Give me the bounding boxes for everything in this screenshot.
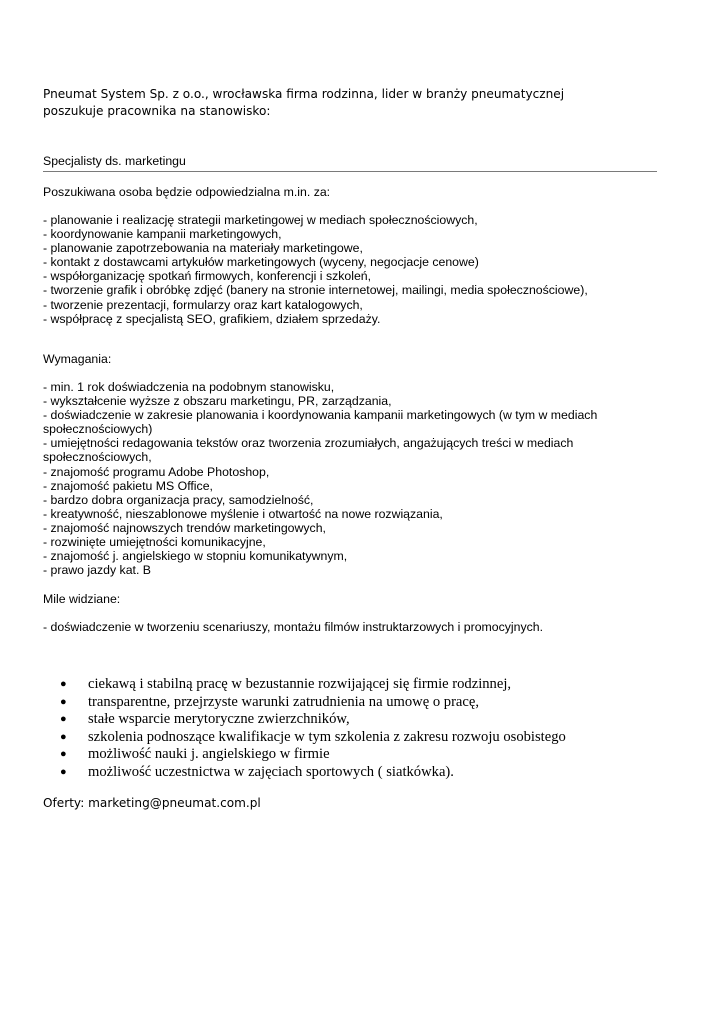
bullet-icon: ● — [60, 730, 67, 743]
bullet-icon: ● — [60, 748, 67, 761]
requirement-item: społecznościowych, — [43, 450, 152, 465]
intro-line-1: Pneumat System Sp. z o.o., wrocławska firma rodzinna, lider w branży pneumatycznej — [43, 87, 565, 101]
benefit-text: transparentne, przejrzyste warunki zatrudnienia na umowę o pracę, — [88, 693, 480, 710]
requirement-item: - wykształcenie wyższe z obszaru marketingu, PR, zarządzania, — [43, 394, 392, 409]
requirements-list — [43, 380, 597, 577]
benefit-text: możliwość nauki j. angielskiego w firmie — [88, 746, 330, 763]
benefit-item — [60, 711, 566, 729]
responsibility-item: - współorganizację spotkań firmowych, konferencji i szkoleń, — [43, 269, 372, 284]
responsibility-item: - kontakt z dostawcami artykułów marketingowych (wyceny, negocjacje cenowe) — [43, 255, 479, 270]
benefit-text: możliwość uczestnictwa w zajęciach sportowych ( siatkówka). — [88, 763, 454, 780]
requirement-item: - prawo jazdy kat. B — [43, 563, 151, 578]
requirement-item: - umiejętności redagowania tekstów oraz tworzenia zrozumiałych, angażujących treści w mediach — [43, 436, 574, 451]
requirement-item: - znajomość j. angielskiego w stopniu komunikatywnym, — [43, 549, 348, 564]
requirement-item: - znajomość najnowszych trendów marketingowych, — [43, 520, 326, 535]
requirement-item: - kreatywność, nieszablonowe myślenie i otwartość na nowe rozwiązania, — [43, 506, 443, 521]
benefit-item — [60, 729, 566, 747]
requirement-item: społecznościowych) — [43, 422, 153, 437]
responsibility-item: - planowanie zapotrzebowania na materiały marketingowe, — [43, 241, 363, 256]
benefits-list — [60, 676, 566, 782]
benefit-text: szkolenia podnoszące kwalifikacje w tym szkolenia z zakresu rozwoju osobistego — [88, 728, 566, 745]
bullet-icon: ● — [60, 678, 67, 690]
benefit-item — [60, 746, 566, 764]
nice-to-have-list — [43, 620, 543, 634]
contact-line: Oferty: marketing@pneumat.com.pl — [43, 796, 261, 810]
benefit-item — [60, 764, 566, 782]
benefit-text: stałe wsparcie merytoryczne zwierzchników, — [88, 711, 350, 728]
intro-line-2: poszukuje pracownika na stanowisko: — [43, 104, 271, 118]
responsibility-item: - planowanie i realizację strategii marketingowej w mediach społecznościowych, — [43, 213, 478, 227]
requirement-item: - min. 1 rok doświadczenia na podobnym stanowisku, — [43, 380, 335, 394]
responsibilities-list — [43, 213, 588, 326]
position-title: Specjalisty ds. marketingu — [43, 154, 186, 168]
requirement-item: - bardzo dobra organizacja pracy, samodzielność, — [43, 492, 314, 507]
requirement-item: - rozwinięte umiejętności komunikacyjne, — [43, 535, 266, 550]
nice-to-have-item: - doświadczenie w tworzeniu scenariuszy, montażu filmów instruktarzowych i promocyjnych. — [43, 620, 544, 634]
responsibility-item: - współpracę z specjalistą SEO, grafikiem, działem sprzedaży. — [43, 311, 381, 326]
benefit-text: ciekawą i stabilną pracę w bezustannie rozwijającej się firmie rodzinnej, — [88, 676, 512, 692]
title-divider — [43, 171, 657, 172]
requirement-item: - doświadczenie w zakresie planowania i koordynowania kampanii marketingowych (w tym w mediach — [43, 408, 598, 423]
bullet-icon: ● — [60, 713, 67, 726]
intro — [43, 86, 564, 120]
responsibilities-heading: Poszukiwana osoba będzie odpowiedzialna m.in. za: — [43, 185, 331, 199]
responsibility-item: - tworzenie prezentacji, formularzy oraz kart katalogowych, — [43, 297, 363, 312]
responsibility-item: - koordynowanie kampanii marketingowych, — [43, 227, 282, 242]
benefit-item — [60, 694, 566, 712]
benefit-item — [60, 676, 566, 694]
requirements-heading: Wymagania: — [43, 352, 112, 366]
requirement-item: - znajomość pakietu MS Office, — [43, 478, 213, 493]
bullet-icon: ● — [60, 765, 67, 778]
responsibility-item: - tworzenie grafik i obróbkę zdjęć (banery na stronie internetowej, mailingi, media społecznościowe), — [43, 283, 588, 298]
bullet-icon: ● — [60, 695, 67, 708]
nice-to-have-heading: Mile widziane: — [43, 592, 121, 606]
requirement-item: - znajomość programu Adobe Photoshop, — [43, 464, 270, 479]
